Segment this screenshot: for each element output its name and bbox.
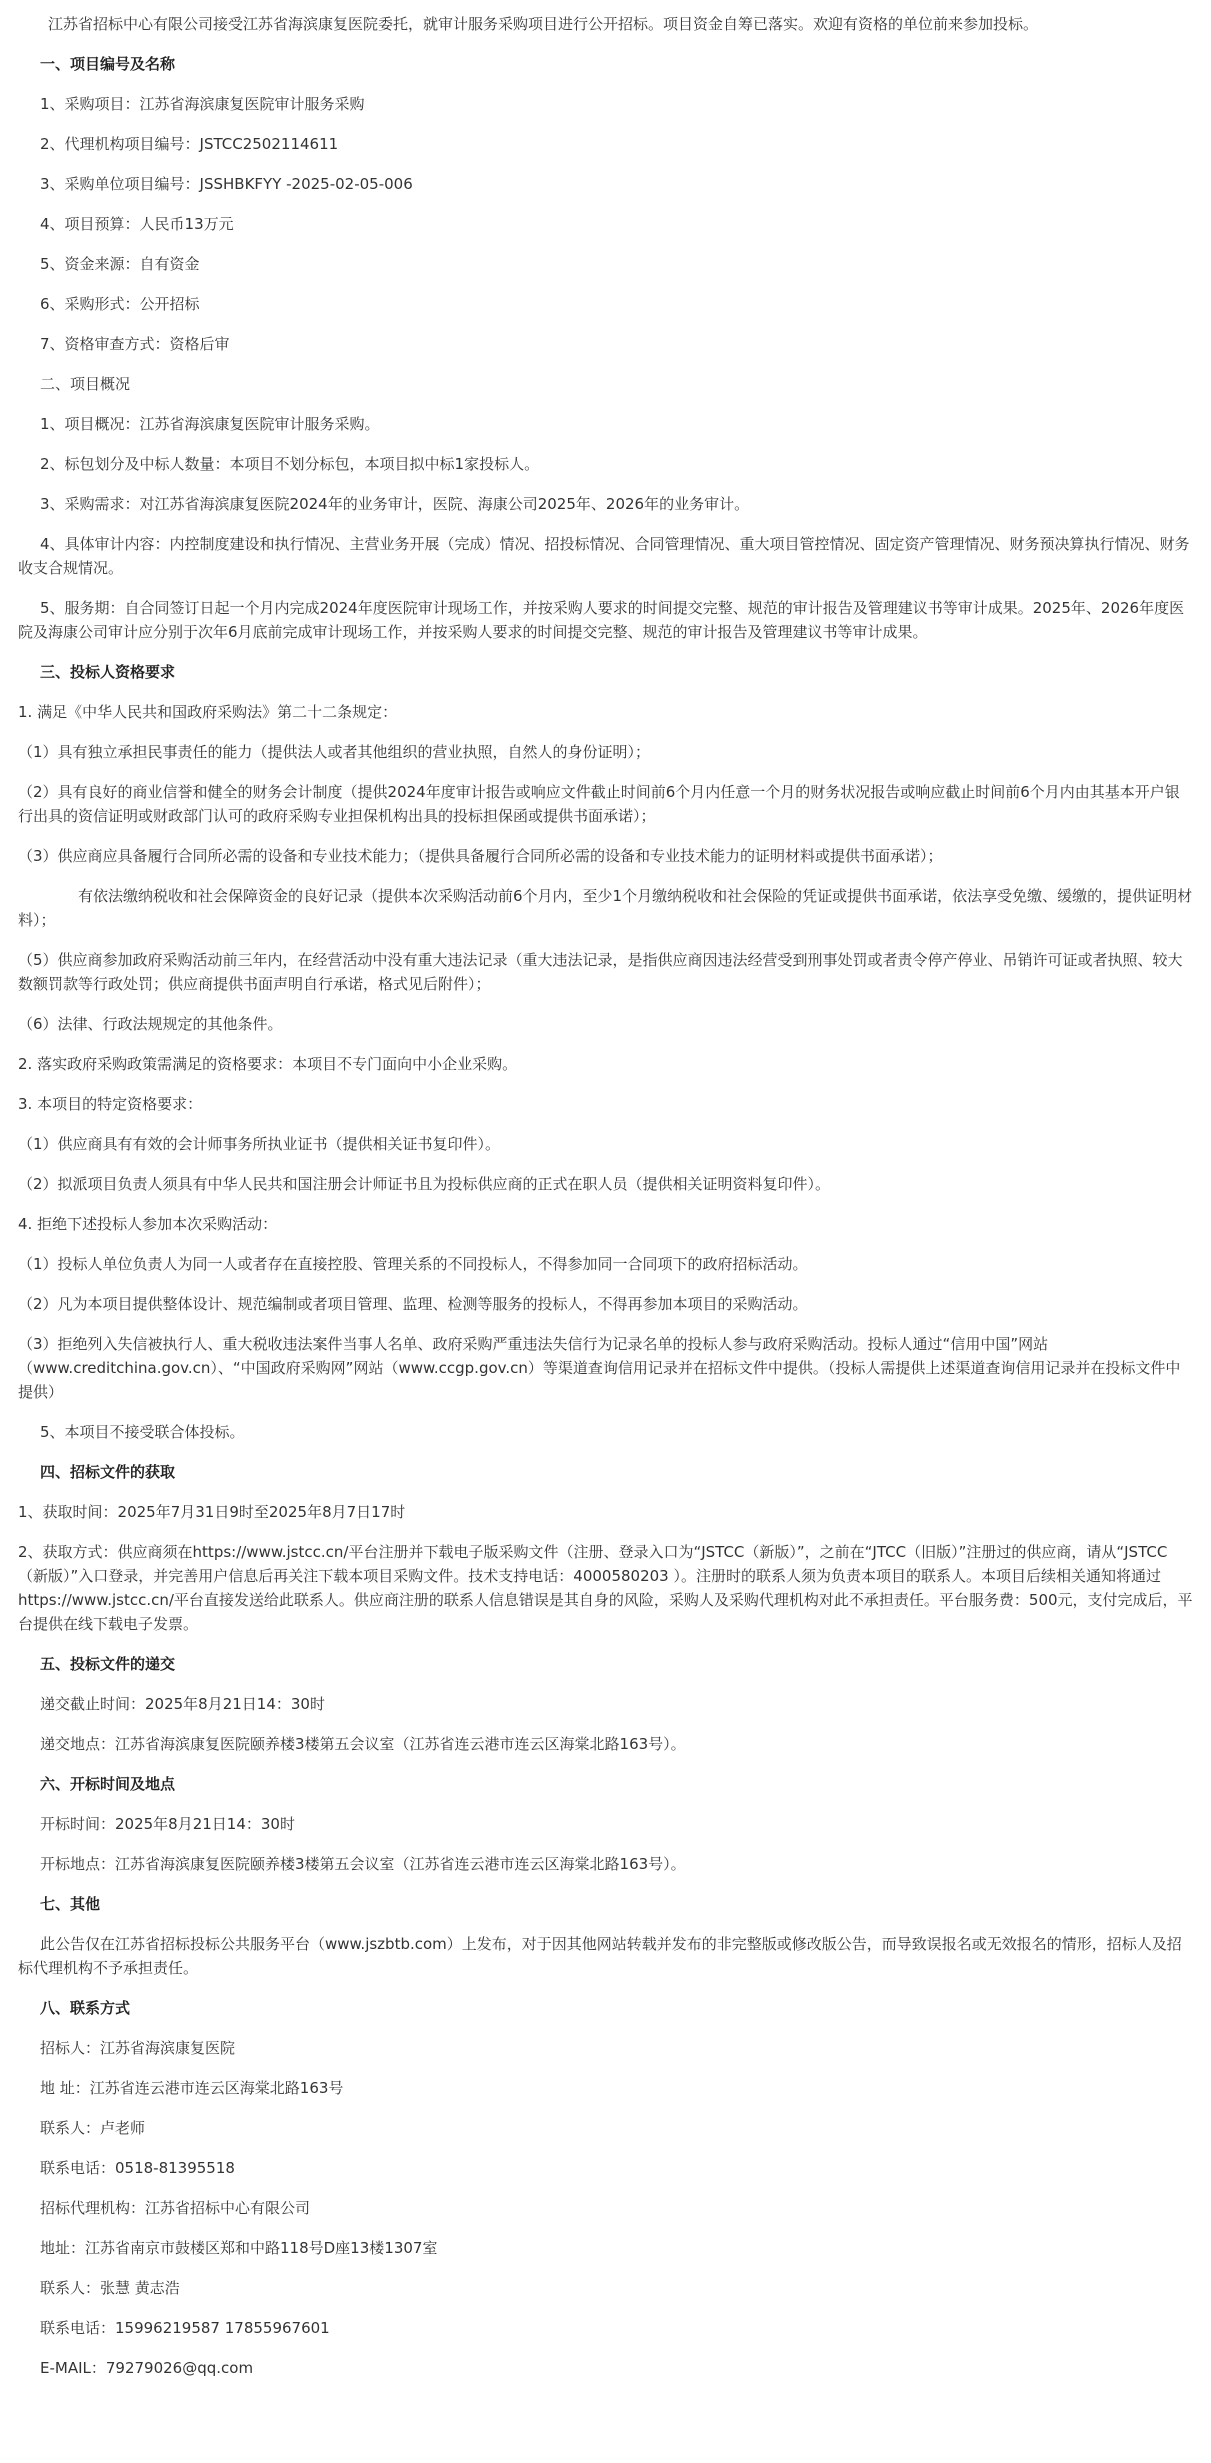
- list-item: 5、资金来源：自有资金: [40, 255, 200, 273]
- list-item: 1、采购项目：江苏省海滨康复医院审计服务采购: [40, 95, 365, 113]
- other-paragraph: 此公告仅在江苏省招标投标公共服务平台（www.jszbtb.com）上发布，对于因其他网站转载并发布的非完整版或修改版公告，而导致误报名或无效报名的情形，招标人及招标代理机构不予承担责任。: [18, 1935, 1182, 1977]
- list-item: 开标时间：2025年8月21日14：30时: [40, 1815, 295, 1833]
- qualification-item: （6）法律、行政法规规定的其他条件。: [18, 1015, 283, 1033]
- list-item: 2、标包划分及中标人数量：本项目不划分标包，本项目拟中标1家投标人。: [40, 455, 540, 473]
- list-item: 4、具体审计内容：内控制度建设和执行情况、主营业务开展（完成）情况、招投标情况、合同管理情况、重大项目管控情况、固定资产管理情况、财务预决算执行情况、财务收支合规情况。: [18, 535, 1190, 577]
- qualification-clause: 3. 本项目的特定资格要求：: [18, 1095, 203, 1113]
- section-heading-contact: 八、联系方式: [40, 1999, 131, 2017]
- section-heading-other: 七、其他: [40, 1895, 101, 1913]
- contact-line: 招标代理机构：江苏省招标中心有限公司: [40, 2199, 311, 2217]
- qualification-item: （2）拟派项目负责人须具有中华人民共和国注册会计师证书且为投标供应商的正式在职人员（提供相关证明资料复印件）。: [18, 1175, 831, 1193]
- contact-email: E-MAIL：79279026@qq.com: [40, 2359, 254, 2377]
- section-heading-submission: 五、投标文件的递交: [40, 1655, 176, 1673]
- qualification-clause: 5、本项目不接受联合体投标。: [40, 1423, 245, 1441]
- list-item: 6、采购形式：公开招标: [40, 295, 200, 313]
- qualification-item: （3）供应商应具备履行合同所必需的设备和专业技术能力；（提供具备履行合同所必需的设备和专业技术能力的证明材料或提供书面承诺）；: [18, 847, 943, 865]
- intro-paragraph: 江苏省招标中心有限公司接受江苏省海滨康复医院委托，就审计服务采购项目进行公开招标。项目资金自筹已落实。欢迎有资格的单位前来参加投标。: [48, 15, 1039, 33]
- contact-line: 招标人：江苏省海滨康复医院: [40, 2039, 236, 2057]
- list-item: 5、服务期：自合同签订日起一个月内完成2024年度医院审计现场工作，并按采购人要求的时间提交完整、规范的审计报告及管理建议书等审计成果。2025年、2026年度医院及海康公司审计应分别于次年6月底前完成审计现场工作，并按采购人要求的时间提交完整、规范的审计报告及管理建议书等审计成果。: [18, 599, 1185, 641]
- qualification-item: 有依法缴纳税收和社会保障资金的良好记录（提供本次采购活动前6个月内，至少1个月缴纳税收和社会保险的凭证或提供书面承诺，依法享受免缴、缓缴的，提供证明材料）；: [18, 887, 1193, 929]
- qualification-clause: 4. 拒绝下述投标人参加本次采购活动：: [18, 1215, 278, 1233]
- qualification-item: （5）供应商参加政府采购活动前三年内，在经营活动中没有重大违法记录（重大违法记录，是指供应商因违法经营受到刑事处罚或者责令停产停业、吊销许可证或者执照、较大数额罚款等行政处罚；供应商提供书面声明自行承诺，格式见后附件）；: [18, 951, 1183, 993]
- list-item: 递交地点：江苏省海滨康复医院颐养楼3楼第五会议室（江苏省连云港市连云区海棠北路163号）。: [40, 1735, 686, 1753]
- list-item: 1、项目概况：江苏省海滨康复医院审计服务采购。: [40, 415, 380, 433]
- section-heading-bid-opening: 六、开标时间及地点: [40, 1775, 176, 1793]
- qualification-item: （2）凡为本项目提供整体设计、规范编制或者项目管理、监理、检测等服务的投标人，不得再参加本项目的采购活动。: [18, 1295, 808, 1313]
- list-item: 3、采购需求：对江苏省海滨康复医院2024年的业务审计，医院、海康公司2025年、2026年的业务审计。: [40, 495, 750, 513]
- contact-line: 联系人：张慧 黄志浩: [40, 2279, 180, 2297]
- qualification-item: （3）拒绝列入失信被执行人、重大税收违法案件当事人名单、政府采购严重违法失信行为记录名单的投标人参与政府采购活动。投标人通过“信用中国”网站（www.creditchina.gov.cn）、“中国政府采购网”网站（www.ccgp.gov.cn）等渠道查询信用记录并在招标文件中提供。（投标人需提供上述渠道查询信用记录并在投标文件中提供）: [18, 1335, 1181, 1401]
- list-item: 3、采购单位项目编号：JSSHBKFYY -2025-02-05-006: [40, 175, 413, 193]
- section-heading-obtain-documents: 四、招标文件的获取: [40, 1463, 176, 1481]
- qualification-item: （1）供应商具有有效的会计师事务所执业证书（提供相关证书复印件）。: [18, 1135, 501, 1153]
- list-item: 递交截止时间：2025年8月21日14：30时: [40, 1695, 325, 1713]
- qualification-clause: 2. 落实政府采购政策需满足的资格要求：本项目不专门面向中小企业采购。: [18, 1055, 518, 1073]
- contact-line: 联系电话：0518-81395518: [40, 2159, 235, 2177]
- contact-line: 地址：江苏省南京市鼓楼区郑和中路118号D座13楼1307室: [40, 2239, 438, 2257]
- contact-line: 地 址：江苏省连云港市连云区海棠北路163号: [40, 2079, 344, 2097]
- section-heading-bidder-qualifications: 三、投标人资格要求: [40, 663, 176, 681]
- section-heading-project-overview: 二、项目概况: [40, 375, 131, 393]
- list-item: 1、获取时间：2025年7月31日9时至2025年8月7日17时: [18, 1503, 406, 1521]
- section-heading-project-number: 一、项目编号及名称: [40, 55, 176, 73]
- list-item: 2、获取方式：供应商须在https://www.jstcc.cn/平台注册并下载电子版采购文件（注册、登录入口为“JSTCC（新版）”，之前在“JTCC（旧版）”注册过的供应商，请从“JSTCC（新版）”入口登录，并完善用户信息后再关注下载本项目采购文件。技术支持电话：4000580203 ）。注册时的联系人须为负责本项目的联系人。本项目后续相关通知将通过https://www.jstcc.cn/平台直接发送给此联系人。供应商注册的联系人信息错误是其自身的风险，采购人及采购代理机构对此不承担责任。平台服务费：500元，支付完成后，平台提供在线下载电子发票。: [18, 1543, 1193, 1633]
- contact-line: 联系人：卢老师: [40, 2119, 146, 2137]
- contact-line: 联系电话：15996219587 17855967601: [40, 2319, 330, 2337]
- qualification-item: （2）具有良好的商业信誉和健全的财务会计制度（提供2024年度审计报告或响应文件截止时间前6个月内任意一个月的财务状况报告或响应截止时间前6个月内由其基本开户银行出具的资信证明或财政部门认可的政府采购专业担保机构出具的投标担保函或提供书面承诺）；: [18, 783, 1180, 825]
- list-item: 4、项目预算：人民币13万元: [40, 215, 234, 233]
- qualification-clause: 1. 满足《中华人民共和国政府采购法》第二十二条规定：: [18, 703, 398, 721]
- list-item: 2、代理机构项目编号：JSTCC2502114611: [40, 135, 339, 153]
- qualification-item: （1）投标人单位负责人为同一人或者存在直接控股、管理关系的不同投标人，不得参加同一合同项下的政府招标活动。: [18, 1255, 808, 1273]
- list-item: 7、资格审查方式：资格后审: [40, 335, 230, 353]
- qualification-item: （1）具有独立承担民事责任的能力（提供法人或者其他组织的营业执照，自然人的身份证明）；: [18, 743, 651, 761]
- list-item: 开标地点：江苏省海滨康复医院颐养楼3楼第五会议室（江苏省连云港市连云区海棠北路163号）。: [40, 1855, 686, 1873]
